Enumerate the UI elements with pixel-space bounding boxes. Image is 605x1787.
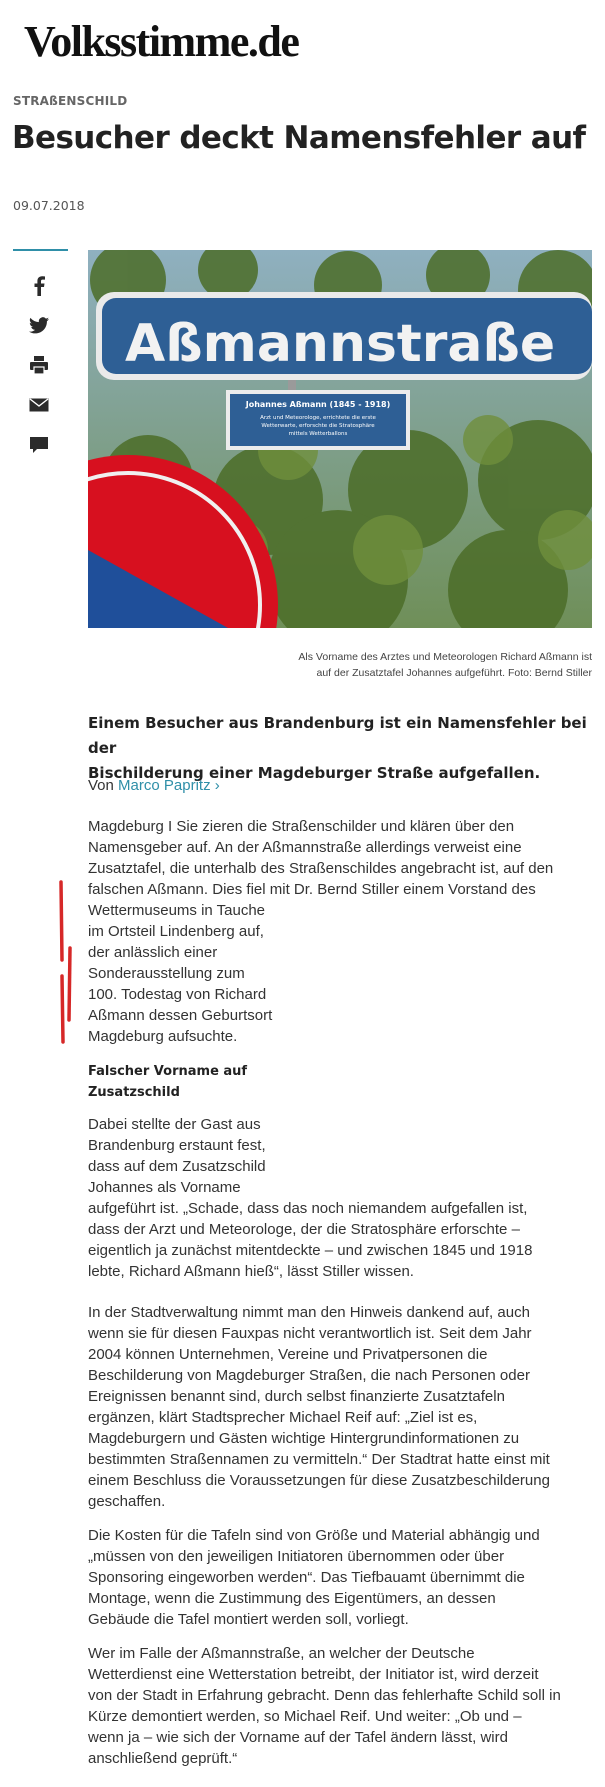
- byline-prefix: Von: [88, 777, 114, 794]
- comment-icon: [29, 436, 49, 455]
- share-divider: [13, 249, 68, 251]
- paragraph-2: Dabei stellte der Gast aus Brandenburg erstaunt fest, dass auf dem Zusatzschild Johannes als Vorname aufgeführt ist. „Schade, dass das noch niemandem aufgefallen ist, dass der Arzt und Meteorologe, der die Stratosphäre erforschte – eigentlich ja zunächst mitentdeckte – und zwischen 1845 und 1918 lebte, Richard Aßmann hieß“, lässt Stiller wissen.: [88, 1116, 533, 1280]
- article-lead: Einem Besucher aus Brandenburg ist ein Namensfehler bei der Bischilderung einer Magdeburger Straße aufgefallen.: [88, 714, 587, 782]
- share-twitter-button[interactable]: [27, 313, 51, 337]
- paragraph-1: Magdeburg I Sie zieren die Straßenschilder und klären über den Namensgeber auf. An der Aßmannstraße allerdings verweist eine Zusatztafel, die unterhalb des Straßenschildes angebracht ist, auf den falschen Aßmann. Dies fiel mit Dr. Bernd Stiller einem Vorstand des Wettermuseums in Tauche im Ortsteil Lindenberg auf, der anlässlich einer Sonderausstellung zum 100. Todestag von Richard Aßmann dessen Geburtsort Magdeburg aufsuchte.: [88, 818, 554, 1045]
- paragraph-5: Wer im Falle der Aßmannstraße, an welcher der Deutsche Wetterdienst eine Wetterstation betreibt, der Initiator ist, wird derzeit von der Stadt in Erfahrung gebracht. Denn das fehlerhafte Schild soll in Kürze demontiert werden, so Michael Reif. Und weiter: „Ob und – wenn ja – wie sich der Vorname auf der Tafel ändern lässt, wird anschließend geprüft.“: [88, 1645, 561, 1767]
- svg-text:Arzt und Meteorologe, errichte: Arzt und Meteorologe, errichtete die erste: [260, 415, 376, 421]
- twitter-icon: [29, 317, 49, 334]
- article-kicker: STRAßENSCHILD: [13, 94, 128, 108]
- print-icon: [29, 355, 49, 375]
- red-annotation-marks: [56, 880, 76, 1045]
- print-button[interactable]: [27, 353, 51, 377]
- facebook-icon: [33, 276, 45, 296]
- paragraph-3: In der Stadtverwaltung nimmt man den Hinweis dankend auf, auch wenn sie für diesen Fauxpas nicht verantwortlich ist. Seit dem Jahr 2004 können Unternehmen, Vereine und Privatpersonen die Beschilderung von Magdeburger Straßen, die nach Personen oder Ereignissen benannt sind, durch selbst finanzierte Zusatztafeln ergänzen, klärt Stadtsprecher Michael Reif auf: „Ziel ist es, Magdeburgern und Gästen wichtige Hintergrundinformationen zu bestimmten Straßennamen zu vermitteln.“ Der Stadtrat hatte einst mit einem Beschluss die Voraussetzungen für diese Zusatzbeschilderung geschaffen.: [88, 1304, 550, 1510]
- share-email-button[interactable]: [27, 393, 51, 417]
- photo-caption: Als Vorname des Arztes und Meteorologen Richard Aßmann ist auf der Zusatztafel Johannes aufgeführt. Foto: Bernd Stiller: [298, 651, 592, 679]
- svg-text:Wetterwarte, erforschte die St: Wetterwarte, erforschte die Stratosphäre: [261, 423, 375, 429]
- paragraph-4: Die Kosten für die Tafeln sind von Größe und Material abhängig und „müssen von den jeweiligen Initiatoren übernommen oder über Sponsoring eingeworben werden“. Das Tiefbauamt übernimmt die Montage, wenn die Zustimmung des Eigentümers, an dessen Gebäude die Tafel montiert werden soll, vorliegt.: [88, 1527, 540, 1628]
- article-headline: Besucher deckt Namensfehler auf: [12, 120, 586, 156]
- svg-text:Johannes Aßmann (1845 - 1918): Johannes Aßmann (1845 - 1918): [245, 400, 391, 409]
- article-photo: [88, 250, 592, 628]
- article-subheading: Falscher Vorname auf Zusatzschild: [88, 1064, 248, 1100]
- article-byline: [88, 777, 220, 794]
- email-icon: [29, 398, 49, 412]
- author-link[interactable]: Marco Papritz ›: [118, 777, 220, 794]
- svg-text:mittels Wetterballons: mittels Wetterballons: [288, 431, 348, 437]
- article-date: 09.07.2018: [13, 198, 85, 213]
- site-logo[interactable]: Volksstimme.de: [24, 17, 299, 66]
- sign-text: Aßmannstraße: [125, 314, 556, 374]
- comments-button[interactable]: [27, 433, 51, 457]
- share-facebook-button[interactable]: [27, 274, 51, 298]
